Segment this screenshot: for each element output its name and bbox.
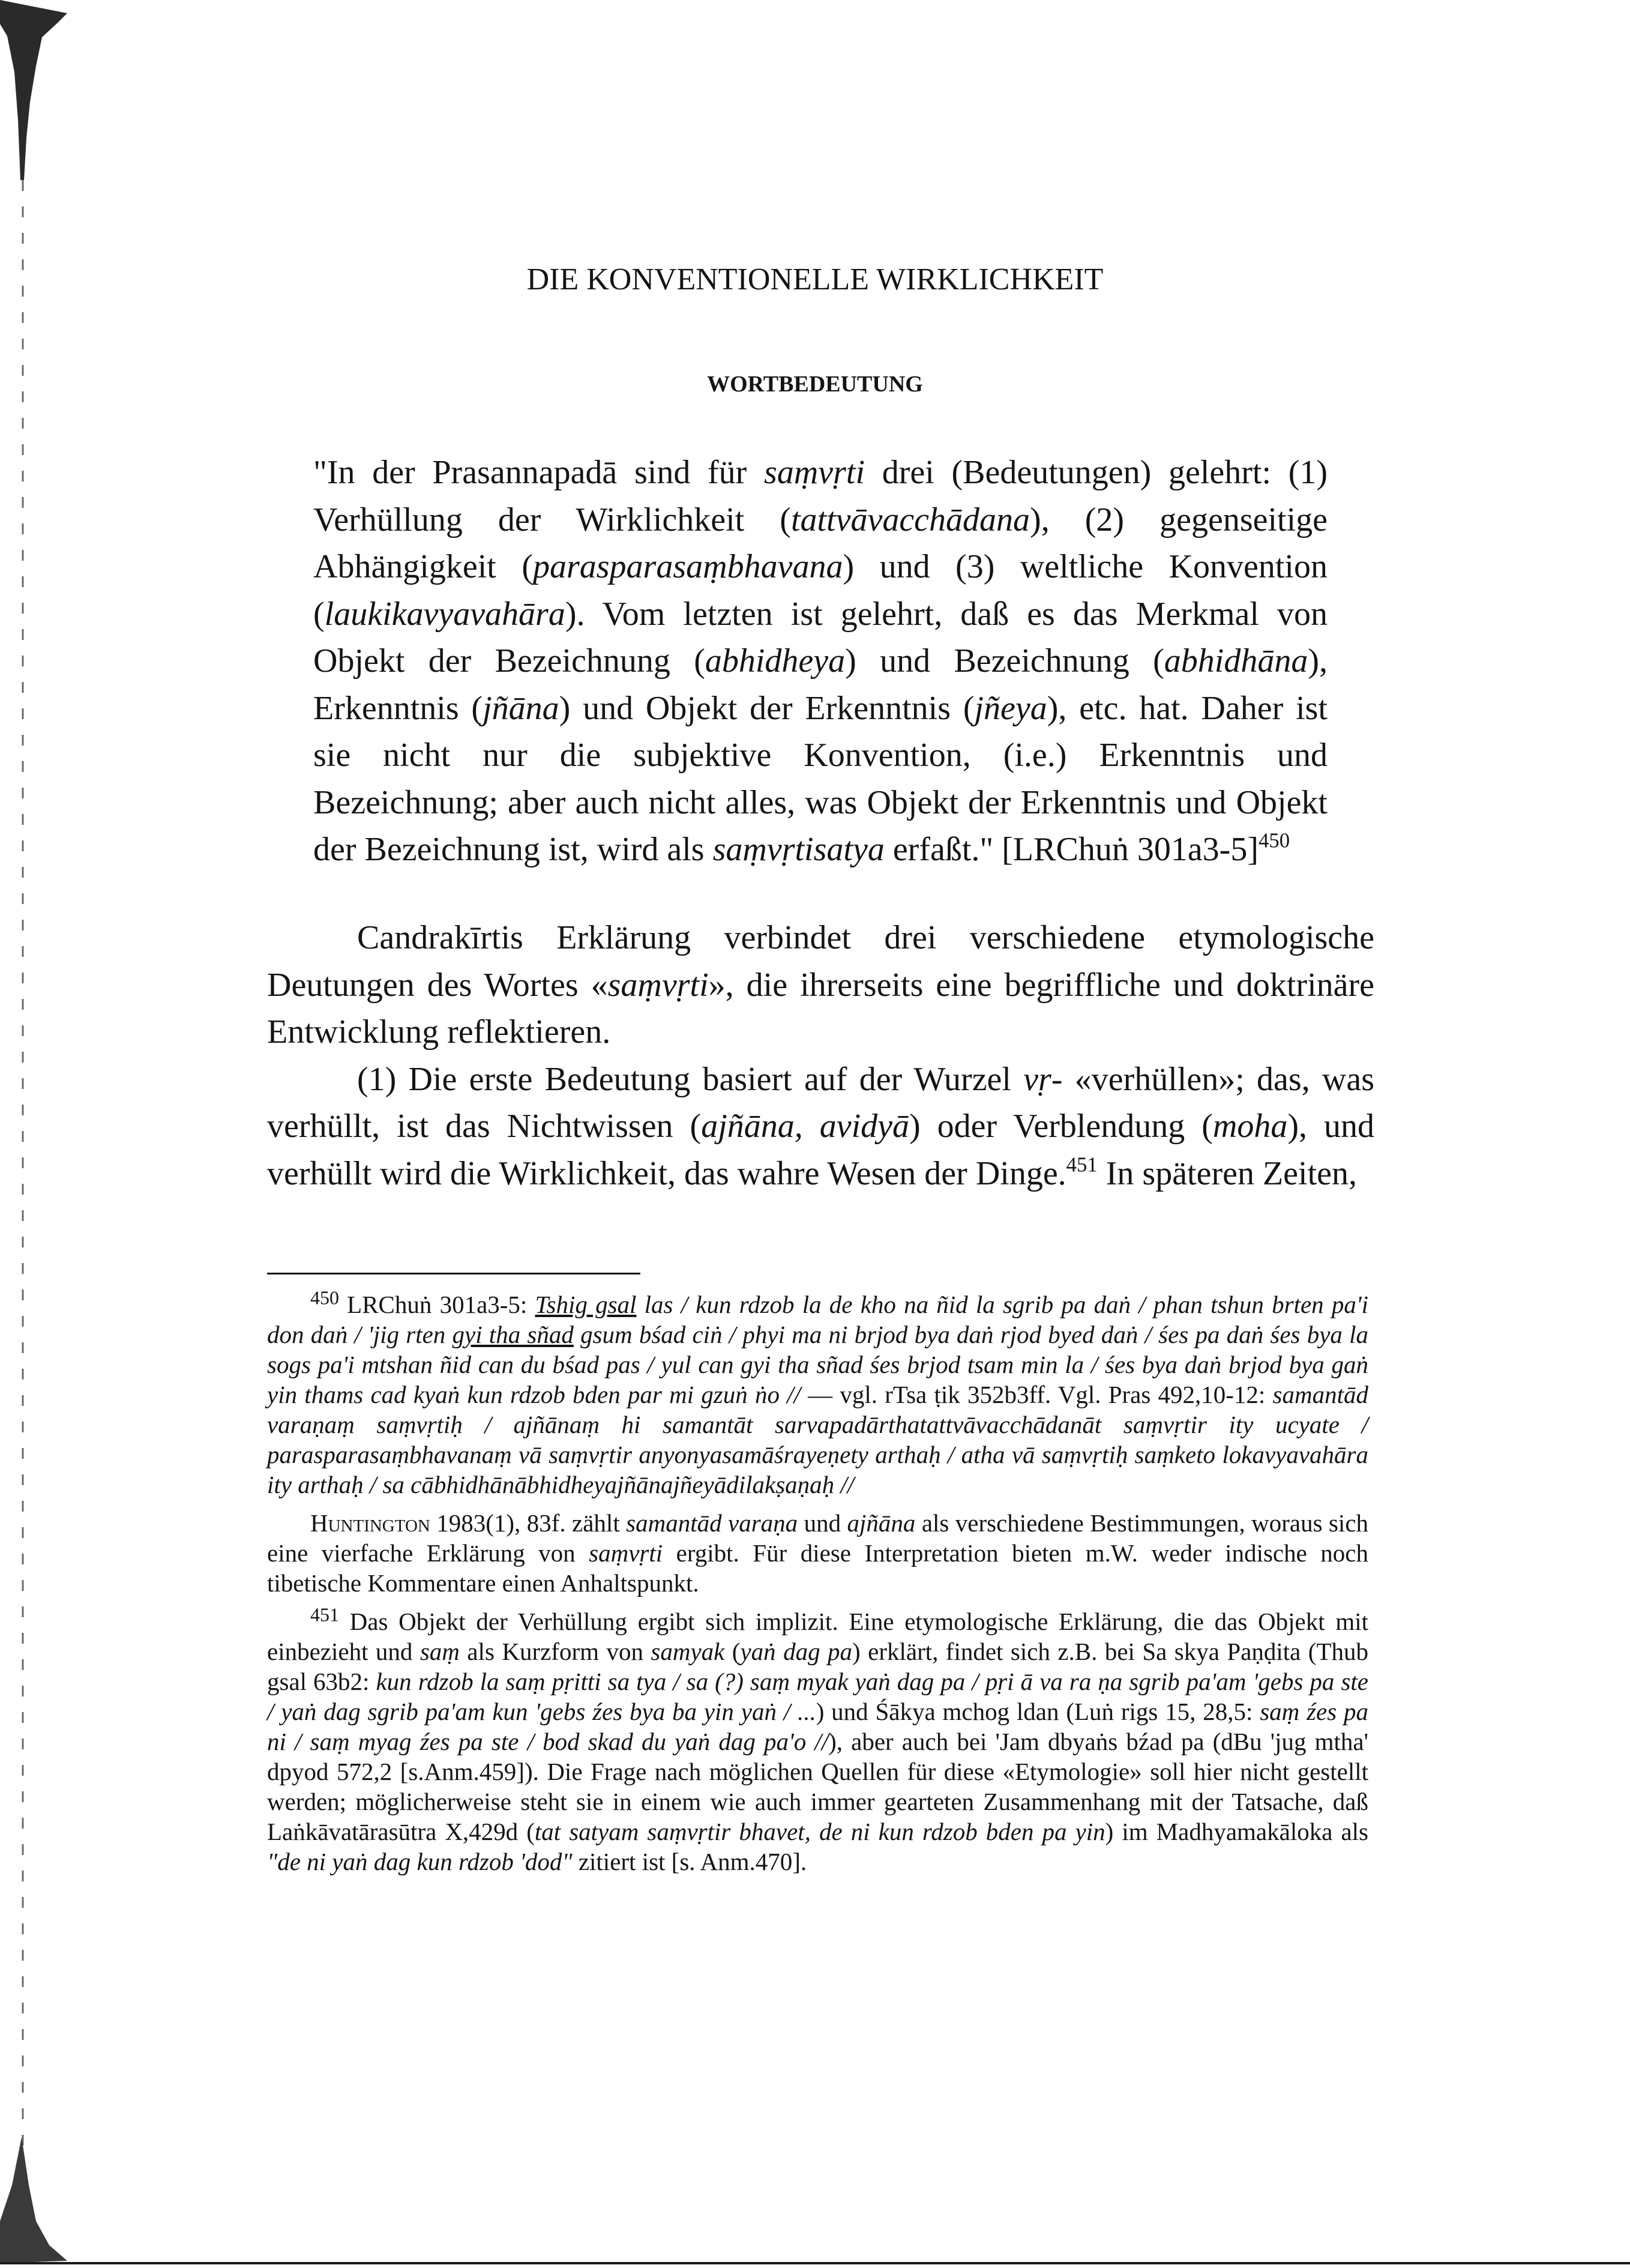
- paragraph: (1) Die erste Bedeutung basiert auf der Wurzel vṛ- «verhüllen»; das, was verhüllt, ist das Nichtwissen (ajñāna, avidyā) oder Verblendung (moha), und verhüllt wird die Wirklichkeit, das wahre Wesen der Dinge.$^{451}$ In späteren Zeiten,: [267, 1060, 1374, 1192]
- binding-shadow-top: [0, 0, 67, 180]
- footnote-451: $^{451}$ Das Objekt der Verhüllung ergibt sich implizit. Eine etymologische Erklärung, die das Objekt mit einbezieht und saṃ als Kurzform von samyak (yaṅ dag pa) erklärt, findet sich z.B. bei Sa skya Paṇḍita (Thub gsal 63b2: kun rdzob la saṃ pṛitti sa tya / sa (?) saṃ myak yaṅ dag pa / pṛi ā va ra ṇa sgrib pa'am 'gebs pa ste / yaṅ dag sgrib pa'am kun 'gebs źes bya ba yin yaṅ / ...) und Śākya mchog ldan (Luṅ rigs 15, 28,5: saṃ źes pa ni / saṃ myag źes pa ste / bod skad du yaṅ dag pa'o //), aber auch bei 'Jam dbyaṅs bźad pa (dBu 'jug mtha' dpyod 572,2 [s.Anm.459]). Die Frage nach möglichen Quellen für diese «Etymologie» soll hier nicht gestellt werden; möglicherweise steht sie in einem wie auch immer gearteten Zusammenhang mit der Tatsache, daß Laṅkāvatārasūtra X,429d (tat satyam saṃvṛtir bhavet, de ni kun rdzob bden pa yin) im Madhyamakāloka als "de ni yaṅ dag kun rdzob 'dod" zitiert ist [s. Anm.470].: [267, 1604, 1369, 1875]
- footnote-number: 451: [310, 1604, 339, 1626]
- footnote-450: $^{450}$ LRChuṅ 301a3-5: Tshig gsal las / kun rdzob la de kho na ñid la sgrib pa daṅ / phan tshun brten pa'i don daṅ / 'jig rten gyi tha sñad gsum bśad ciṅ / phyi ma ni brjod bya daṅ rjod byed daṅ / śes pa daṅ śes bya la sogs pa'i mtshan ñid can du bśad pas / yul can gyi tha sñad śes brjod tsam min la / śes bya daṅ brjod bya gaṅ yin thams cad kyaṅ kun rdzob bden par mi gzuṅ ṅo // — vgl. rTsa ṭik 352b3ff. Vgl. Pras 492,10-12: samantād varaṇaṃ saṃvṛtiḥ / ajñānaṃ hi samantāt sarvapadārthatattvāvacchādanāt saṃvṛtir ity ucyate / parasparasaṃbhavanaṃ vā saṃvṛtir anyonyasamāśrayeṇety arthaḥ / atha vā saṃvṛtiḥ saṃketo lokavyavahāra ity arthaḥ / sa cābhidhānābhidheyajñānajñeyādilakṣaṇaḥ //: [267, 1287, 1369, 1498]
- footnote-separator: [267, 1273, 640, 1274]
- paragraph: Candrakīrtis Erklärung verbindet drei verschiedene etymologische Deutungen des Wortes «saṃvṛti», die ihrerseits eine begriffliche und doktrinäre Entwicklung reflektieren.: [267, 919, 1374, 1051]
- footnote-number: 450: [310, 1287, 339, 1309]
- footnotes: [267, 1289, 1368, 1885]
- block-quote: "In der Prasannapadā sind für saṃvṛti drei (Bedeutungen) gelehrt: (1) Verhüllung der Wirklichkeit (tattvāvacchādana), (2) gegenseitige Abhängigkeit (parasparasaṃbhavana) und (3) weltliche Konvention (laukikavyavahāra). Vom letzten ist gelehrt, daß es das Merkmal von Objekt der Bezeichnung (abhidheya) und Bezeichnung (abhidhāna), Erkenntnis (jñāna) und Objekt der Erkenntnis (jñeya), etc. hat. Daher ist sie nicht nur die subjektive Konvention, (i.e.) Erkenntnis und Bezeichnung; aber auch nicht alles, was Objekt der Erkenntnis und Objekt der Bezeichnung ist, wird als saṃvṛtisatya erfaßt." [LRChuṅ 301a3-5]$^{450}$: [313, 454, 1328, 868]
- scan-binding-edge: [0, 0, 72, 2268]
- footnote-ref-451[interactable]: 451: [1066, 1152, 1098, 1176]
- binding-shadow-bottom: [0, 2137, 67, 2263]
- scan-bottom-edge: [0, 2262, 1630, 2264]
- section-heading: WORTBEDEUTUNG: [707, 372, 923, 397]
- body-text: [267, 914, 1374, 1197]
- page-title: DIE KONVENTIONELLE WIRKLICHKEIT: [526, 262, 1104, 297]
- footnote-450-continued: Huntington 1983(1), 83f. zählt samantād varaṇa und ajñāna als verschiedene Bestimmungen, woraus sich eine vierfache Erklärung von saṃvṛti ergibt. Für diese Interpretation bieten m.W. weder indische noch tibetische Kommentare einen Anhaltspunkt.: [267, 1509, 1369, 1597]
- footnote-ref-450[interactable]: 450: [1258, 828, 1290, 852]
